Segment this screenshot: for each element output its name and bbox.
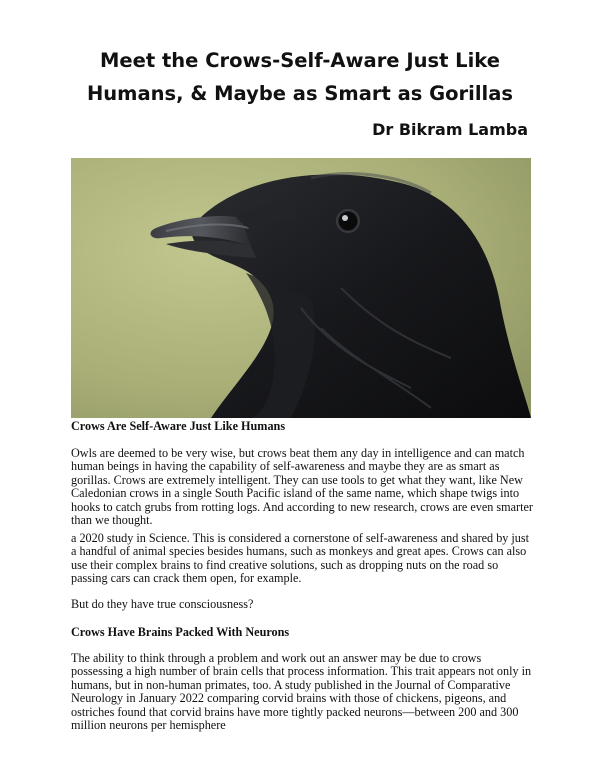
section-heading-2: Crows Have Brains Packed With Neurons bbox=[71, 625, 290, 639]
crow-photo bbox=[71, 158, 531, 418]
paragraph-1: Owls are deemed to be very wise, but crows beat them any day in intelligence and can match human beings in having the capability of self-awareness and maybe they are as smart as gorillas. Crows are extremely intelligent. They can use tools to get what they want, like New Caledonian crows in a single South Pacific island of the same name, which shape twigs into hooks to catch grubs from rotting logs. And according to new research, crows are even smarter than we thought. bbox=[71, 446, 533, 528]
document-title bbox=[40, 44, 560, 110]
crow-illustration bbox=[71, 158, 531, 418]
author-name: Dr Bikram Lamba bbox=[372, 120, 528, 139]
paragraph-4: The ability to think through a problem and work out an answer may be due to crows possessing a high number of brain cells that process information. This trait appears not only in humans, but in non-human primates, too. A study published in the Journal of Comparative Neurology in January 2022 comparing corvid brains with those of chickens, pigeons, and ostriches found that corvid brains have more tightly packed neurons—between 200 and 300 million neurons per hemisphere bbox=[71, 651, 532, 733]
section-heading-1: Crows Are Self-Aware Just Like Humans bbox=[71, 419, 286, 433]
paragraph-3: But do they have true consciousness? bbox=[71, 597, 254, 611]
paragraph-2: a 2020 study in Science. This is considered a cornerstone of self-awareness and shared by just a handful of animal species besides humans, such as monkeys and great apes. Crows can also use their complex brains to find creative solutions, such as dropping nuts on the road so passing cars can crack them open, for example. bbox=[71, 531, 530, 586]
title-line-1: Meet the Crows-Self-Aware Just Like bbox=[100, 49, 500, 72]
title-line-2: Humans, & Maybe as Smart as Gorillas bbox=[86, 82, 513, 105]
